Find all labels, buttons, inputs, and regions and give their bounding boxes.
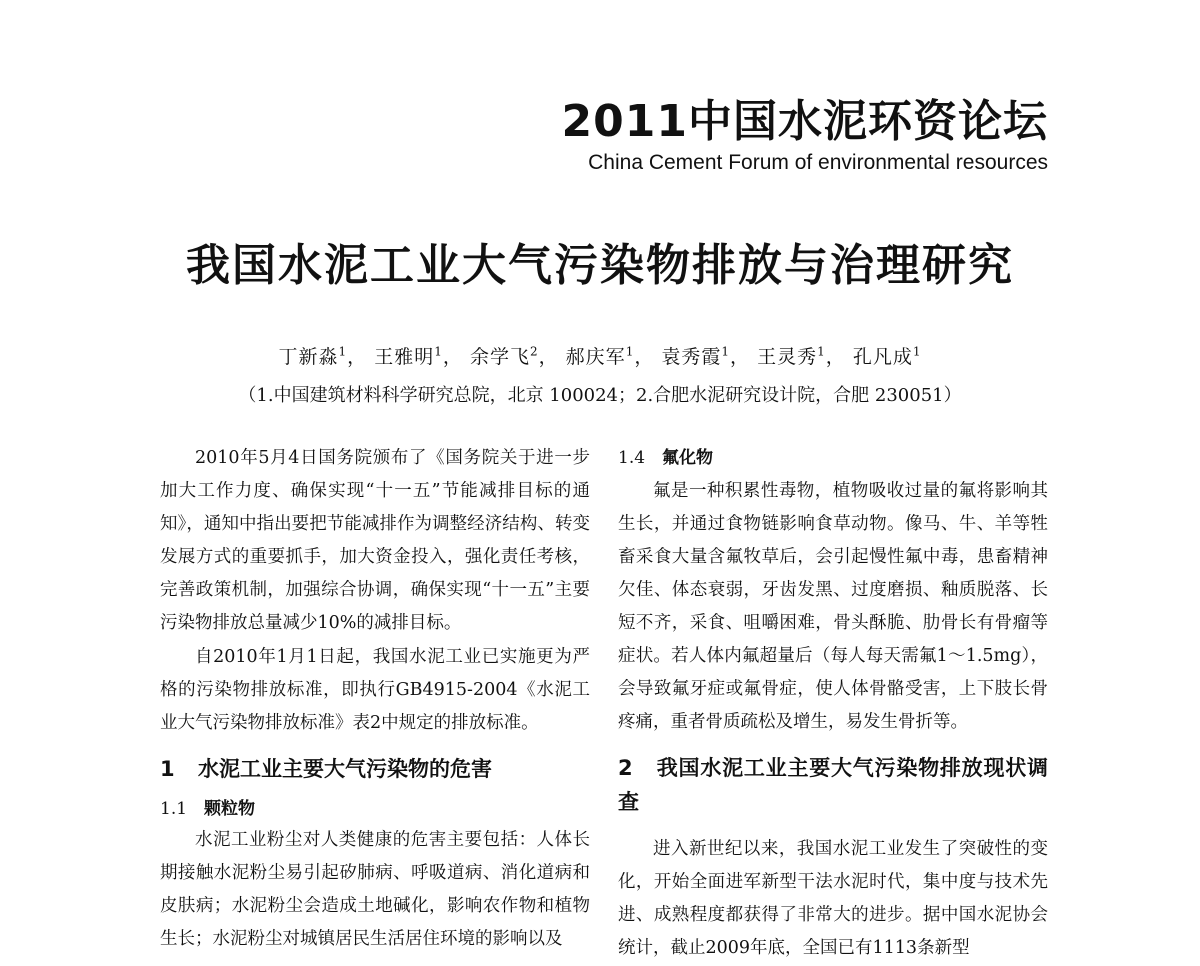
section-heading-1 [160,752,590,786]
author: 王雅明$^1$， [374,345,463,369]
section-heading-2 [618,751,1048,819]
intro-paragraph-2: 自2010年1月1日起，我国水泥工业已实施更为严格的污染物排放标准，即执行GB4915-2004《水泥工业大气污染物排放标准》表2中规定的排放标准。 [160,647,590,733]
author: 丁新淼$^1$， [278,345,368,369]
subsection-title: 颗粒物 [204,799,255,819]
author: 孔凡成$^1$ [852,345,922,369]
author-list [0,338,1200,371]
paper-title: 我国水泥工业大气污染物排放与治理研究 [186,240,1014,291]
right-column [618,442,1048,966]
section-title: 水泥工业主要大气污染物的危害 [198,757,492,781]
section-number: 2 [618,756,633,780]
subsection-title: 氟化物 [662,448,713,468]
subsection-number: 1.1 [160,799,188,819]
subsection-1-1-paragraph: 水泥工业粉尘对人类健康的危害主要包括：人体长期接触水泥粉尘易引起矽肺病、呼吸道病、消化道病和皮肤病；水泥粉尘会造成土地碱化，影响农作物和植物生长；水泥粉尘对城镇居民生活居住环境的影响以及 [160,830,590,949]
subsection-heading-1-1 [160,794,590,824]
affiliation: （1.中国建筑材料科学研究总院，北京 100024；2.合肥水泥研究设计院，合肥 230051） [238,385,962,406]
author: 郝庆军$^1$， [565,345,655,369]
author: 余学飞$^2$， [469,345,559,369]
masthead-subtitle: China Cement Forum of environmental resources [588,151,1048,174]
subsection-1-4-paragraph: 氟是一种积累性毒物，植物吸收过量的氟将影响其生长，并通过食物链影响食草动物。像马、牛、羊等牲畜采食大量含氟牧草后，会引起慢性氟中毒，患畜精神欠佳、体态衰弱，牙齿发黑、过度磨损、釉质脱落、长短不齐，采食、咀嚼困难，骨头酥脆、肋骨长有骨瘤等症状。若人体内氟超量后（每人每天需氟1～1.5mg），会导致氟牙症或氟骨症，使人体骨骼受害，上下肢长骨疼痛，重者骨质疏松及增生，易发生骨折等。 [618,481,1048,732]
section-number: 1 [160,757,175,781]
masthead-title: 2011中国水泥环资论坛 [561,96,1048,147]
subsection-heading-1-4 [618,442,1048,475]
subsection-number: 1.4 [618,448,646,468]
section-title: 我国水泥工业主要大气污染物排放现状调查 [618,756,1048,814]
journal-masthead [562,96,1048,176]
intro-paragraph-1: 2010年5月4日国务院颁布了《国务院关于进一步加大工作力度、确保实现“十一五”节能减排目标的通知》，通知中指出要把节能减排作为调整经济结构、转变发展方式的重要抓手，加大资金投入，强化责任考核，完善政策机制，加强综合协调，确保实现“十一五”主要污染物排放总量减少10%的减排目标。 [160,448,590,633]
author: 袁秀霞$^1$， [661,345,751,369]
left-column [160,442,590,957]
section-2-paragraph: 进入新世纪以来，我国水泥工业发生了突破性的变化，开始全面进军新型干法水泥时代，集中度与技术先进、成熟程度都获得了非常大的进步。据中国水泥协会统计，截止2009年底，全国已有1113条新型 [618,839,1048,958]
author: 王灵秀$^1$， [757,345,846,369]
